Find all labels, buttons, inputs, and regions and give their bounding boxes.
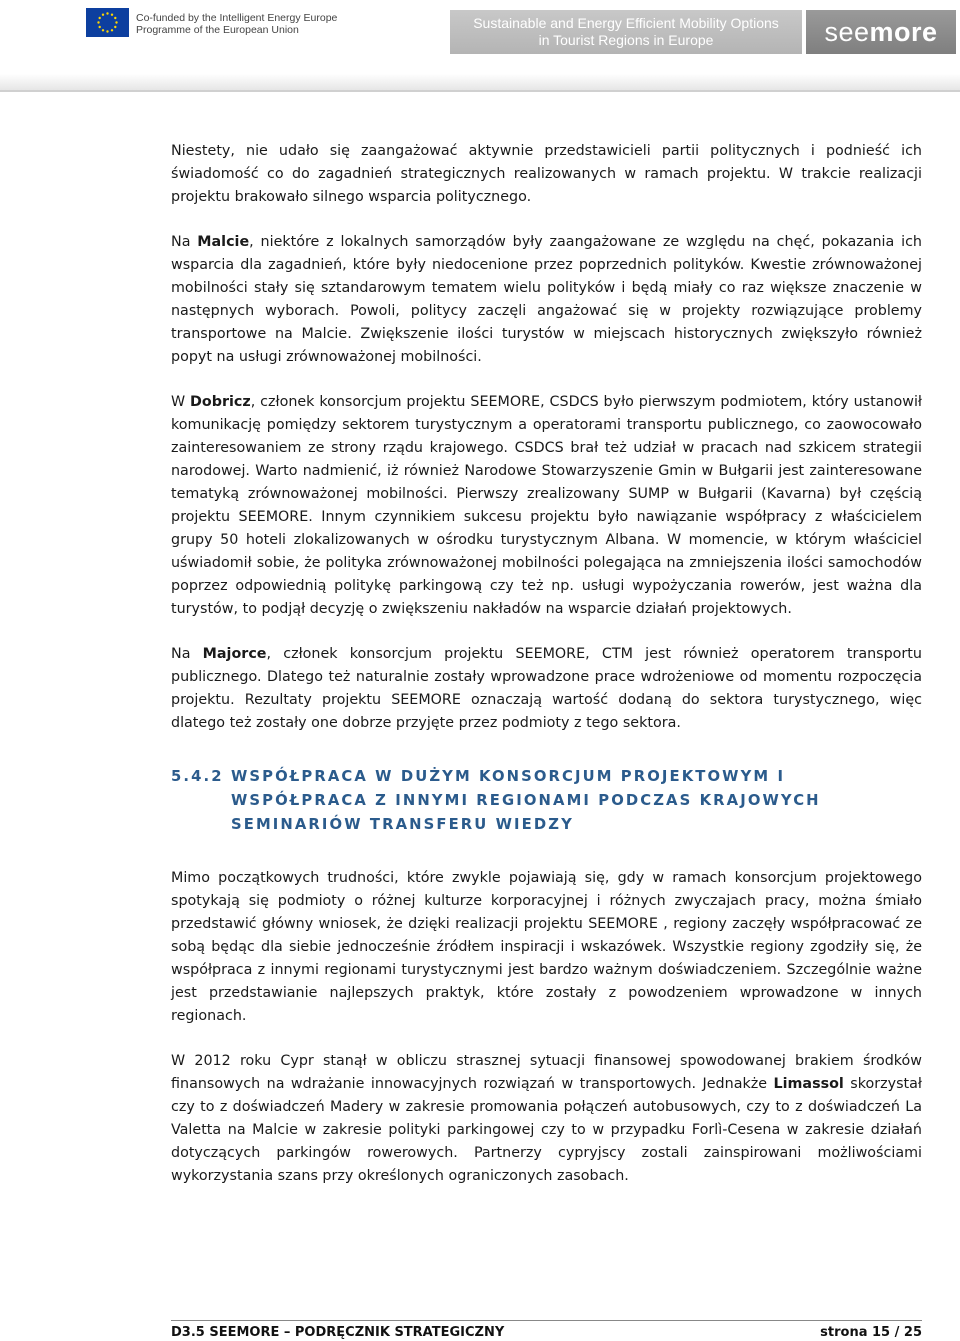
tagline-line-1: Sustainable and Energy Efficient Mobility Options	[473, 15, 779, 31]
p3-before: W	[171, 394, 191, 410]
p4-before: Na	[171, 646, 203, 662]
paragraph-1: Niestety, nie udało się zaangażować aktywnie przedstawicieli partii politycznych i podnieść ich świadomość co do zagadnień strategicznych realizowanych w ramach projektu. W trakcie realizacji projektu brakowało silnego wsparcia politycznego.	[171, 143, 922, 205]
eu-flag-icon	[86, 8, 129, 37]
project-tagline	[450, 10, 802, 54]
p3-after: , członek konsorcjum projektu SEEMORE, CSDCS było pierwszym podmiotem, który ustanowił komunikację pomiędzy sektorem turystycznym a operatorami transportu publicznego, co zaowocowało zainteresowaniem ze strony rządu krajowego. CSDCS brał też udział w pracach nad szkicem strategii narodowej. Warto nadmienić, iż również Narodowe Stowarzyszenie Gmin w Bułgarii jest zainteresowane tematyką zrównoważonej mobilności. Pierwszy zrealizowany SUMP w Bułgarii (Kavarna) był częścią projektu SEEMORE. Innym czynnikiem sukcesu projektu było nawiązanie współpracy z właścicielem grupy 50 hoteli zlokalizowanych w ośrodku turystycznym Albana. W momencie, w którym właściciel uświadomił sobie, że polityka zrównoważonej mobilności polegająca na zmniejszenia ilości samochodów poprzez odpowiednią politykę parkingową czy też np. usługi wypożyczania rowerów, jest ważna dla turystów, to podjął decyzję o zwiększeniu nakładów na wsparcie działań projektowych.	[171, 394, 922, 617]
header-banner	[0, 0, 960, 92]
p2-bold-malta: Malcie	[197, 234, 250, 250]
p6-before: W 2012 roku Cypr stanął w obliczu strasznej sytuacji finansowej spowodowanej brakiem środków finansowych na wdrażanie innowacyjnych rozwiązań w transportowych. Jednakże	[171, 1053, 922, 1092]
tagline-line-2: in Tourist Regions in Europe	[538, 32, 714, 48]
paragraph-5: Mimo początkowych trudności, które zwykle pojawiają się, gdy w ramach konsorcjum projektowego spotykają się podmioty o różnej kulturze korporacyjnej i różnych zwyczajach pracy, można śmiało przedstawić główny wniosek, że dzięki realizacji projektu SEEMORE , regiony zaczęły współpracować ze sobą będąc dla siebie jednocześnie źródłem inspiracji i wskazówek. Wszystkie regiony zgodziły się, że współpraca z innymi regionami turystycznymi jest bardzo ważnym doświadczeniem. Szczególnie ważne jest przedstawianie najlepszych praktyk, które zostały z powodzeniem wprowadzone w innych regionach.	[171, 870, 922, 1024]
eu-line-1: Co-funded by the Intelligent Energy Europe	[136, 12, 338, 24]
paragraph-3	[171, 391, 922, 621]
logo-light-text: see	[824, 17, 870, 47]
section-title: WSPÓŁPRACA W DUŻYM KONSORCJUM PROJEKTOWYM I WSPÓŁPRACA Z INNYMI REGIONAMI PODCZAS KRAJOWYCH SEMINARIÓW TRANSFERU WIEDZY	[231, 768, 821, 833]
p6-bold-limassol: Limassol	[773, 1076, 844, 1092]
document-body	[171, 140, 922, 1210]
p4-bold-majorca: Majorce	[202, 646, 267, 662]
eu-cofunding-label	[136, 12, 337, 36]
p4-after: , członek konsorcjum projektu SEEMORE, CTM jest również operatorem transportu publicznego. Dlatego też naturalnie zostały wprowadzone prace wdrożeniowe od momentu rozpoczęcia projektu. Rezultaty projektu SEEMORE oznaczają wartość dodaną do sektora turystycznego, więc dlatego też zostały one dobrze przyjęte przez podmioty z tego sektora.	[171, 646, 922, 731]
paragraph-4	[171, 643, 922, 735]
seemore-logo	[806, 10, 956, 54]
paragraph-6	[171, 1050, 922, 1188]
p2-before: Na	[171, 234, 198, 250]
logo-bold-text: more	[869, 17, 938, 47]
footer-document-label: D3.5 SEEMORE – PODRĘCZNIK STRATEGICZNY	[171, 1325, 505, 1340]
section-number: 5.4.2	[171, 768, 224, 785]
paragraph-2	[171, 231, 922, 369]
eu-line-2: Programme of the European Union	[136, 24, 299, 36]
footer-page-number: strona 15 / 25	[820, 1325, 922, 1340]
p2-after: , niektóre z lokalnych samorządów były zaangażowane ze względu na chęć, pokazania ich wsparcia dla zagadnień, które były niedocenione przez poprzednich polityków. Kwestie zrównoważonej mobilności stały się sztandarowym tematem wielu polityków i będą miały co raz większe znaczenie w następnych wyborach. Powoli, politycy zaczęli angażować się w projekty rozwiązujące problemy transportowe na Malcie. Zwiększenie ilości turystów w miejscach historycznych zwiększyło również popyt na usługi zrównoważonej mobilności.	[171, 234, 922, 365]
page-footer	[171, 1320, 922, 1340]
p6-after: skorzystał czy to z doświadczeń Madery w zakresie promowania połączeń autobusowych, czy to z doświadczeń La Valetta na Malcie w zakresie polityki parkingowej czy to w przypadku Forlì-Cesena w zakresie działań dotyczących parkingów rowerowych. Partnerzy cypryjscy zostali zainspirowani możliwościami wykorzystania szans przy określonych ograniczonych zasobach.	[171, 1076, 922, 1184]
p3-bold-dobricz: Dobricz	[190, 394, 251, 410]
section-heading	[171, 765, 922, 837]
